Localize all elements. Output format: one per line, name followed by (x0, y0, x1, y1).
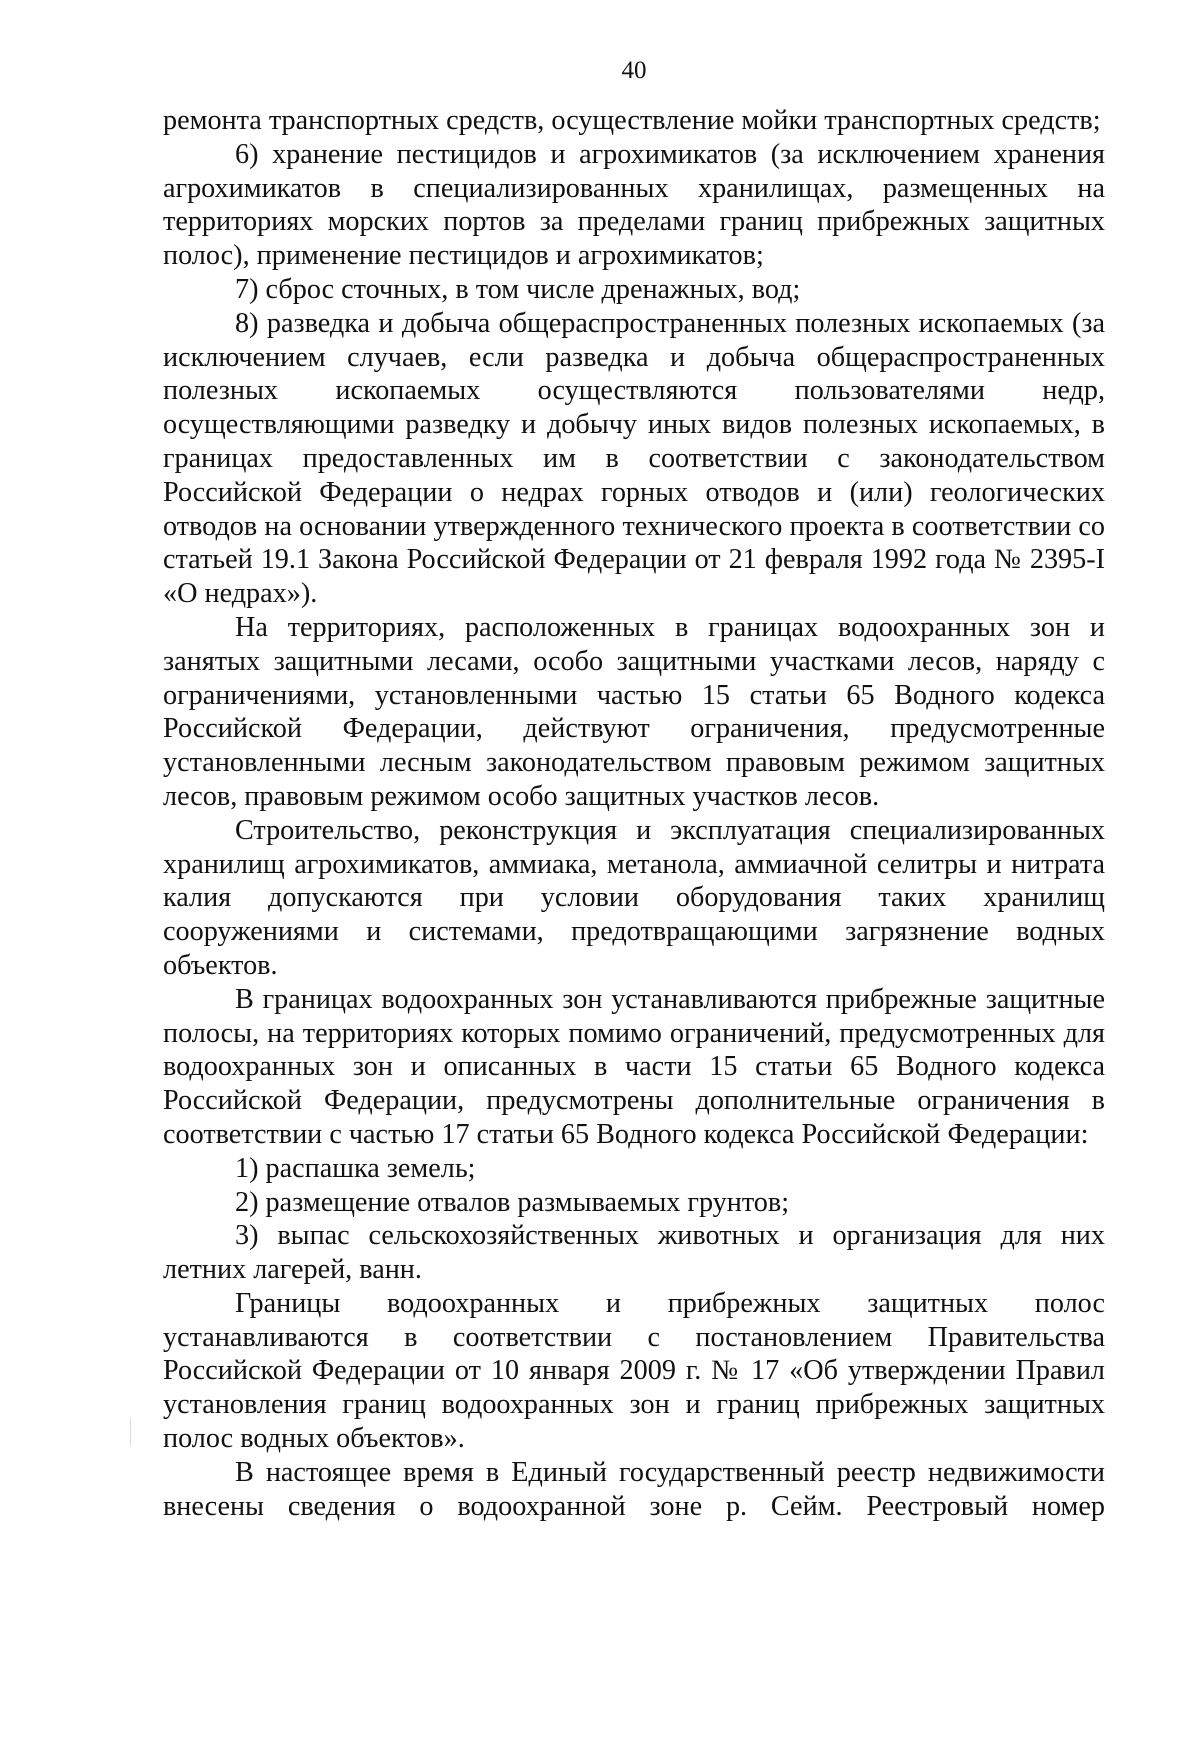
paragraph-coastal-strips: В границах водоохранных зон устанавливаются прибрежные защитные полосы, на территориях которых помимо ограничений, предусмотренных для водоохранных зон и описанных в части 15 статьи 65 Водного кодекса Российской Федерации, предусмотрены дополнительные ограничения в соответствии с частью 17 статьи 65 Водного кодекса Российской Федерации: (163, 983, 1105, 1150)
paragraph-soil-dumps: 2) размещение отвалов размываемых грунтов; (235, 1186, 790, 1218)
paragraph-plowing: 1) распашка земель; (235, 1152, 476, 1184)
paragraph-pesticides: 6) хранение пестицидов и агрохимикатов (за исключением хранения агрохимикатов в специализированных хранилищах, размещенных на территориях морских портов за пределами границ прибрежных защитных полос), применение пестицидов и агрохимикатов; (163, 138, 1105, 272)
scan-margin-mark (130, 1418, 137, 1446)
paragraph-wastewater: 7) сброс сточных, в том числе дренажных, вод; (235, 273, 801, 305)
document-body (163, 104, 1105, 1523)
paragraph-mineral-extraction: 8) разведка и добыча общераспространенных полезных ископаемых (за исключением случаев, если разведка и добыча общераспространенных полезных ископаемых осуществляются пользователями недр, осуществляющими разведку и добычу иных видов полезных ископаемых, в границах предоставленных им в соответствии с законодательством Российской Федерации о недрах горных отводов и (или) геологических отводов на основании утвержденного технического проекта в соответствии со статьей 19.1 Закона Российской Федерации от 21 февраля 1992 года № 2395-I «О недрах»). (163, 307, 1105, 610)
paragraph-registry-info: В настоящее время в Единый государственный реестр недвижимости внесены сведения о водоохранной зоне р. Сейм. Реестровый номер (163, 1456, 1105, 1522)
paragraph-grazing: 3) выпас сельскохозяйственных животных и организация для них летних лагерей, ванн. (163, 1220, 1105, 1286)
paragraph-vehicle-maintenance: ремонта транспортных средств, осуществление мойки транспортных средств; (163, 105, 1101, 136)
page-number: 40 (621, 57, 647, 84)
paragraph-protective-forests: На территориях, расположенных в границах водоохранных зон и занятых защитными лесами, особо защитными участками лесов, наряду с ограничениями, установленными частью 15 статьи 65 Водного кодекса Российской Федерации, действуют ограничения, предусмотренные установленными лесным законодательством правовым режимом защитных лесов, правовым режимом особо защитных участков лесов. (163, 611, 1105, 812)
paragraph-boundaries-decree: Границы водоохранных и прибрежных защитных полос устанавливаются в соответствии с постановлением Правительства Российской Федерации от 10 января 2009 г. № 17 «Об утверждении Правил установления границ водоохранных зон и границ прибрежных защитных полос водных объектов». (163, 1287, 1105, 1455)
paragraph-storage-facilities: Строительство, реконструкция и эксплуатация специализированных хранилищ агрохимикатов, аммиака, метанола, аммиачной селитры и нитрата калия допускаются при условии оборудования таких хранилищ сооружениями и системами, предотвращающими загрязнение водных объектов. (163, 814, 1105, 981)
